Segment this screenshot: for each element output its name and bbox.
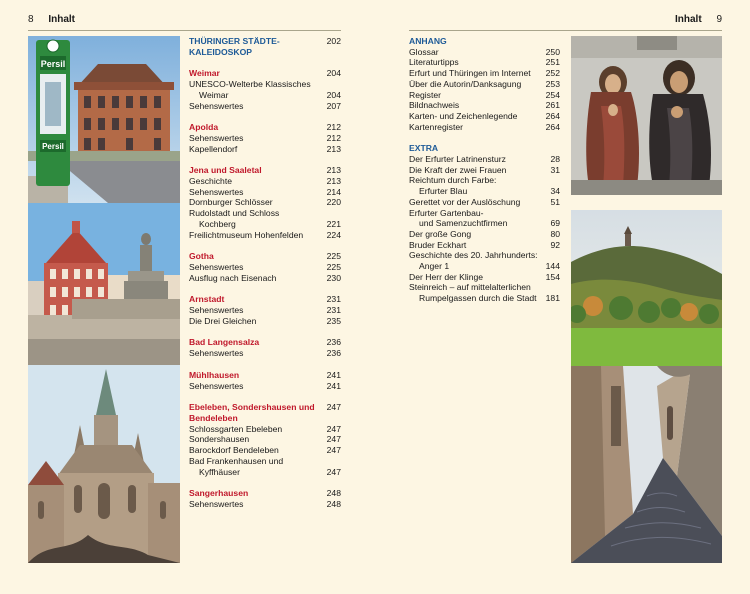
toc-entry-title: Bad Frankenhausen und — [189, 455, 284, 466]
toc-entry-page: 247 — [326, 445, 341, 456]
toc-entry[interactable] — [409, 47, 560, 58]
toc-entry[interactable] — [409, 79, 560, 90]
toc-section-ebeleben-sondershausen-und-bendeleben — [189, 402, 341, 477]
toc-section-gotha — [189, 251, 341, 283]
toc-section-thuringer-stadte-kaleidoskop — [189, 36, 341, 57]
toc-entry[interactable] — [189, 230, 341, 241]
toc-entry[interactable] — [409, 272, 560, 283]
toc-entry-title: Literaturtipps — [409, 57, 459, 68]
toc-entry-title: Geschichte — [189, 176, 232, 187]
toc-entry-title: Kapellendorf — [189, 143, 238, 154]
toc-entry[interactable] — [189, 456, 341, 467]
section-page-number: 247 — [326, 402, 341, 413]
toc-entry-page: 221 — [326, 218, 341, 229]
toc-entry-title: Der große Gong — [409, 228, 472, 239]
toc-section-apolda — [189, 122, 341, 154]
section-title-text: Arnstadt — [189, 294, 225, 305]
toc-entry[interactable] — [189, 262, 341, 273]
toc-entry-page: 31 — [550, 164, 560, 175]
toc-entry[interactable] — [189, 424, 341, 435]
left-page-header — [28, 14, 341, 30]
toc-entry[interactable] — [189, 197, 341, 208]
section-page-number: 204 — [326, 68, 341, 79]
toc-section-bad-langensalza — [189, 337, 341, 358]
toc-entry-page: 213 — [326, 143, 341, 154]
section-title-text: EXTRA — [409, 143, 439, 154]
persil-sign-text-lower: Persil — [42, 142, 64, 151]
toc-entry-page: 214 — [326, 186, 341, 197]
section-title[interactable] — [189, 251, 341, 262]
toc-entry-page: 213 — [326, 176, 341, 187]
toc-entry-page: 144 — [545, 261, 560, 272]
toc-section-sangerhausen — [189, 488, 341, 509]
toc-entry[interactable] — [189, 79, 341, 90]
section-title[interactable] — [409, 36, 560, 47]
toc-entry-title: Kyffhäuser — [199, 466, 240, 477]
toc-entry[interactable] — [189, 176, 341, 187]
section-title[interactable] — [189, 122, 341, 133]
photo-kyffhaeuser-landscape — [571, 210, 722, 366]
toc-entry-title: Anger 1 — [419, 261, 450, 272]
toc-entry-title: Gerettet vor der Auslöschung — [409, 196, 521, 207]
toc-entry-page: 253 — [545, 78, 560, 89]
toc-entry-title: Weimar — [199, 89, 229, 100]
toc-entry-title: Die Kraft der zwei Frauen — [409, 164, 507, 175]
section-title[interactable] — [189, 68, 341, 79]
toc-entry[interactable] — [189, 219, 341, 230]
toc-entry[interactable] — [189, 101, 341, 112]
toc-entry[interactable] — [409, 240, 560, 251]
section-title[interactable] — [189, 370, 341, 381]
toc-entry[interactable] — [409, 197, 560, 208]
left-header-rule — [28, 30, 341, 31]
left-toc-column — [189, 36, 341, 521]
toc-entry-title: Sehenswertes — [189, 380, 244, 391]
toc-entry[interactable] — [409, 175, 560, 186]
toc-entry-title: Erfurter Gartenbau- — [409, 207, 484, 218]
toc-entry[interactable] — [189, 348, 341, 359]
toc-entry-title: Ausflug nach Eisenach — [189, 272, 277, 283]
toc-entry-title: Schlossgarten Ebeleben — [189, 423, 283, 434]
toc-entry[interactable] — [409, 186, 560, 197]
toc-entry[interactable] — [189, 133, 341, 144]
toc-entry[interactable] — [189, 144, 341, 155]
toc-entry-title: UNESCO-Welterbe Klassisches — [189, 79, 311, 90]
toc-entry-title: Steinreich – auf mittelalterlichen — [409, 282, 531, 293]
toc-entry[interactable] — [189, 445, 341, 456]
right-toc-column — [409, 36, 560, 315]
toc-entry-page: 34 — [550, 186, 560, 197]
persil-sign-text: Persil — [40, 59, 66, 69]
toc-entry[interactable] — [189, 381, 341, 392]
left-page-number: 8 — [28, 14, 34, 25]
toc-entry-page: 247 — [326, 423, 341, 434]
section-title-text: Ebeleben, Sondershausen und Bendeleben — [189, 402, 315, 423]
section-title[interactable] — [189, 294, 341, 305]
photo-muehlhausen-church — [28, 365, 180, 563]
toc-entry-title: Sondershausen — [189, 434, 250, 445]
toc-entry-page: 69 — [550, 218, 560, 229]
toc-entry-page: 224 — [326, 229, 341, 240]
toc-entry-page: 181 — [545, 293, 560, 304]
toc-entry[interactable] — [409, 122, 560, 133]
toc-entry-page: 154 — [545, 271, 560, 282]
toc-entry[interactable] — [189, 316, 341, 327]
photo-madonna-statues — [571, 36, 722, 195]
toc-entry[interactable] — [189, 305, 341, 316]
toc-entry-page: 248 — [326, 498, 341, 509]
photo-weimar-persil-sign — [28, 36, 180, 203]
section-title-text: Apolda — [189, 122, 219, 133]
toc-entry-page: 235 — [326, 315, 341, 326]
toc-entry[interactable] — [409, 100, 560, 111]
toc-entry-page: 236 — [326, 348, 341, 359]
toc-entry-title: Freilichtmuseum Hohenfelden — [189, 229, 304, 240]
toc-entry[interactable] — [409, 90, 560, 101]
toc-entry-title: Bildnachweis — [409, 100, 460, 111]
right-header-title: Inhalt — [674, 14, 702, 25]
toc-entry-title: Sehenswertes — [189, 305, 244, 316]
toc-entry-title: Sehenswertes — [189, 261, 244, 272]
toc-entry[interactable] — [189, 499, 341, 510]
toc-entry-page: 264 — [545, 110, 560, 121]
section-page-number: 202 — [326, 36, 341, 46]
section-page-number: 213 — [326, 165, 341, 176]
right-page-header — [409, 14, 722, 30]
toc-entry[interactable] — [189, 187, 341, 198]
toc-entry-page: 230 — [326, 272, 341, 283]
toc-section-jena-und-saaletal — [189, 165, 341, 240]
toc-entry-page: 212 — [326, 132, 341, 143]
photo-gotha-town-hall — [28, 203, 180, 365]
toc-entry[interactable] — [189, 273, 341, 284]
toc-entry-title: Erfurter Blau — [419, 186, 468, 197]
toc-entry-title: Sehenswertes — [189, 498, 244, 509]
toc-section-weimar — [189, 68, 341, 111]
section-page-number: 212 — [326, 122, 341, 133]
toc-entry-page: 80 — [550, 228, 560, 239]
toc-entry-page: 264 — [545, 121, 560, 132]
toc-entry[interactable] — [189, 208, 341, 219]
right-header-rule — [409, 30, 722, 31]
toc-entry-page: 220 — [326, 197, 341, 208]
toc-entry[interactable] — [409, 165, 560, 176]
section-title-text: Jena und Saaletal — [189, 165, 262, 176]
section-title-text: Mühlhausen — [189, 369, 240, 380]
toc-entry-title: Der Herr der Klinge — [409, 271, 484, 282]
section-title-text: THÜRINGER STÄDTE-KALEIDOSKOP — [189, 36, 280, 57]
toc-entry-title: Sehenswertes — [189, 132, 244, 143]
toc-entry[interactable] — [189, 434, 341, 445]
toc-entry[interactable] — [409, 208, 560, 219]
toc-entry[interactable] — [409, 293, 560, 304]
toc-entry-title: und Samenzuchtfirmen — [419, 218, 508, 229]
section-page-number: 231 — [326, 294, 341, 305]
toc-entry-title: Kartenregister — [409, 121, 463, 132]
toc-entry-page: 225 — [326, 261, 341, 272]
toc-entry-title: Rudolstadt und Schloss — [189, 208, 280, 219]
section-title[interactable] — [189, 402, 341, 423]
toc-entry-page: 204 — [326, 89, 341, 100]
section-title-text: Bad Langensalza — [189, 337, 260, 348]
section-page-number: 241 — [326, 369, 341, 380]
toc-entry-title: Sehenswertes — [189, 186, 244, 197]
toc-entry-title: Kochberg — [199, 218, 236, 229]
toc-entry-page: 231 — [326, 305, 341, 316]
photo-cobblestone-alley — [571, 366, 722, 563]
toc-section-anhang — [409, 36, 560, 132]
section-page-number: 225 — [326, 251, 341, 262]
toc-entry[interactable] — [409, 68, 560, 79]
toc-entry[interactable] — [189, 467, 341, 478]
toc-entry[interactable] — [189, 90, 341, 101]
section-page-number: 236 — [326, 337, 341, 348]
toc-entry[interactable] — [409, 250, 560, 261]
section-page-number: 248 — [326, 488, 341, 499]
toc-entry-title: Der Erfurter Latrinensturz — [409, 154, 506, 165]
toc-entry-title: Geschichte des 20. Jahrhunderts: — [409, 250, 538, 261]
toc-section-extra — [409, 143, 560, 304]
left-header-title: Inhalt — [48, 14, 76, 25]
section-title-text: Weimar — [189, 68, 220, 79]
toc-entry-title: Barockdorf Bendeleben — [189, 445, 279, 456]
section-title[interactable] — [189, 165, 341, 176]
toc-entry-title: Erfurt und Thüringen im Internet — [409, 68, 531, 79]
toc-entry[interactable] — [409, 218, 560, 229]
toc-entry-page: 207 — [326, 100, 341, 111]
toc-entry-page: 247 — [326, 466, 341, 477]
section-title-text: Gotha — [189, 251, 214, 262]
toc-entry-page: 261 — [545, 100, 560, 111]
section-title[interactable] — [189, 36, 341, 57]
toc-entry-page: 51 — [550, 196, 560, 207]
toc-entry-title: Register — [409, 89, 441, 100]
toc-entry-title: Die Drei Gleichen — [189, 315, 257, 326]
section-title[interactable] — [189, 488, 341, 499]
toc-entry-title: Rumpelgassen durch die Stadt — [419, 293, 537, 304]
section-title-text: ANHANG — [409, 36, 447, 46]
toc-entry-page: 28 — [550, 154, 560, 165]
section-title[interactable] — [409, 143, 560, 154]
toc-section-arnstadt — [189, 294, 341, 326]
toc-entry-page: 241 — [326, 380, 341, 391]
toc-entry-title: Reichtum durch Farbe: — [409, 175, 497, 186]
toc-entry-page: 250 — [545, 46, 560, 57]
toc-entry[interactable] — [409, 229, 560, 240]
section-title-text: Sangerhausen — [189, 488, 249, 499]
toc-entry-title: Karten- und Zeichenlegende — [409, 110, 518, 121]
toc-entry-page: 254 — [545, 89, 560, 100]
right-page-number: 9 — [716, 14, 722, 25]
toc-entry[interactable] — [409, 261, 560, 272]
toc-entry[interactable] — [409, 282, 560, 293]
toc-entry-title: Sehenswertes — [189, 348, 244, 359]
toc-entry[interactable] — [409, 57, 560, 68]
toc-entry-title: Glossar — [409, 46, 439, 57]
toc-entry[interactable] — [409, 154, 560, 165]
toc-entry-page: 247 — [326, 434, 341, 445]
toc-entry-title: Sehenswertes — [189, 100, 244, 111]
toc-entry-title: Bruder Eckhart — [409, 239, 467, 250]
toc-entry-page: 252 — [545, 68, 560, 79]
toc-entry-title: Über die Autorin/Danksagung — [409, 78, 522, 89]
section-title[interactable] — [189, 337, 341, 348]
toc-entry[interactable] — [409, 111, 560, 122]
toc-entry-page: 251 — [545, 57, 560, 68]
toc-entry-page: 92 — [550, 239, 560, 250]
toc-entry-title: Dornburger Schlösser — [189, 197, 273, 208]
toc-section-muhlhausen — [189, 370, 341, 391]
